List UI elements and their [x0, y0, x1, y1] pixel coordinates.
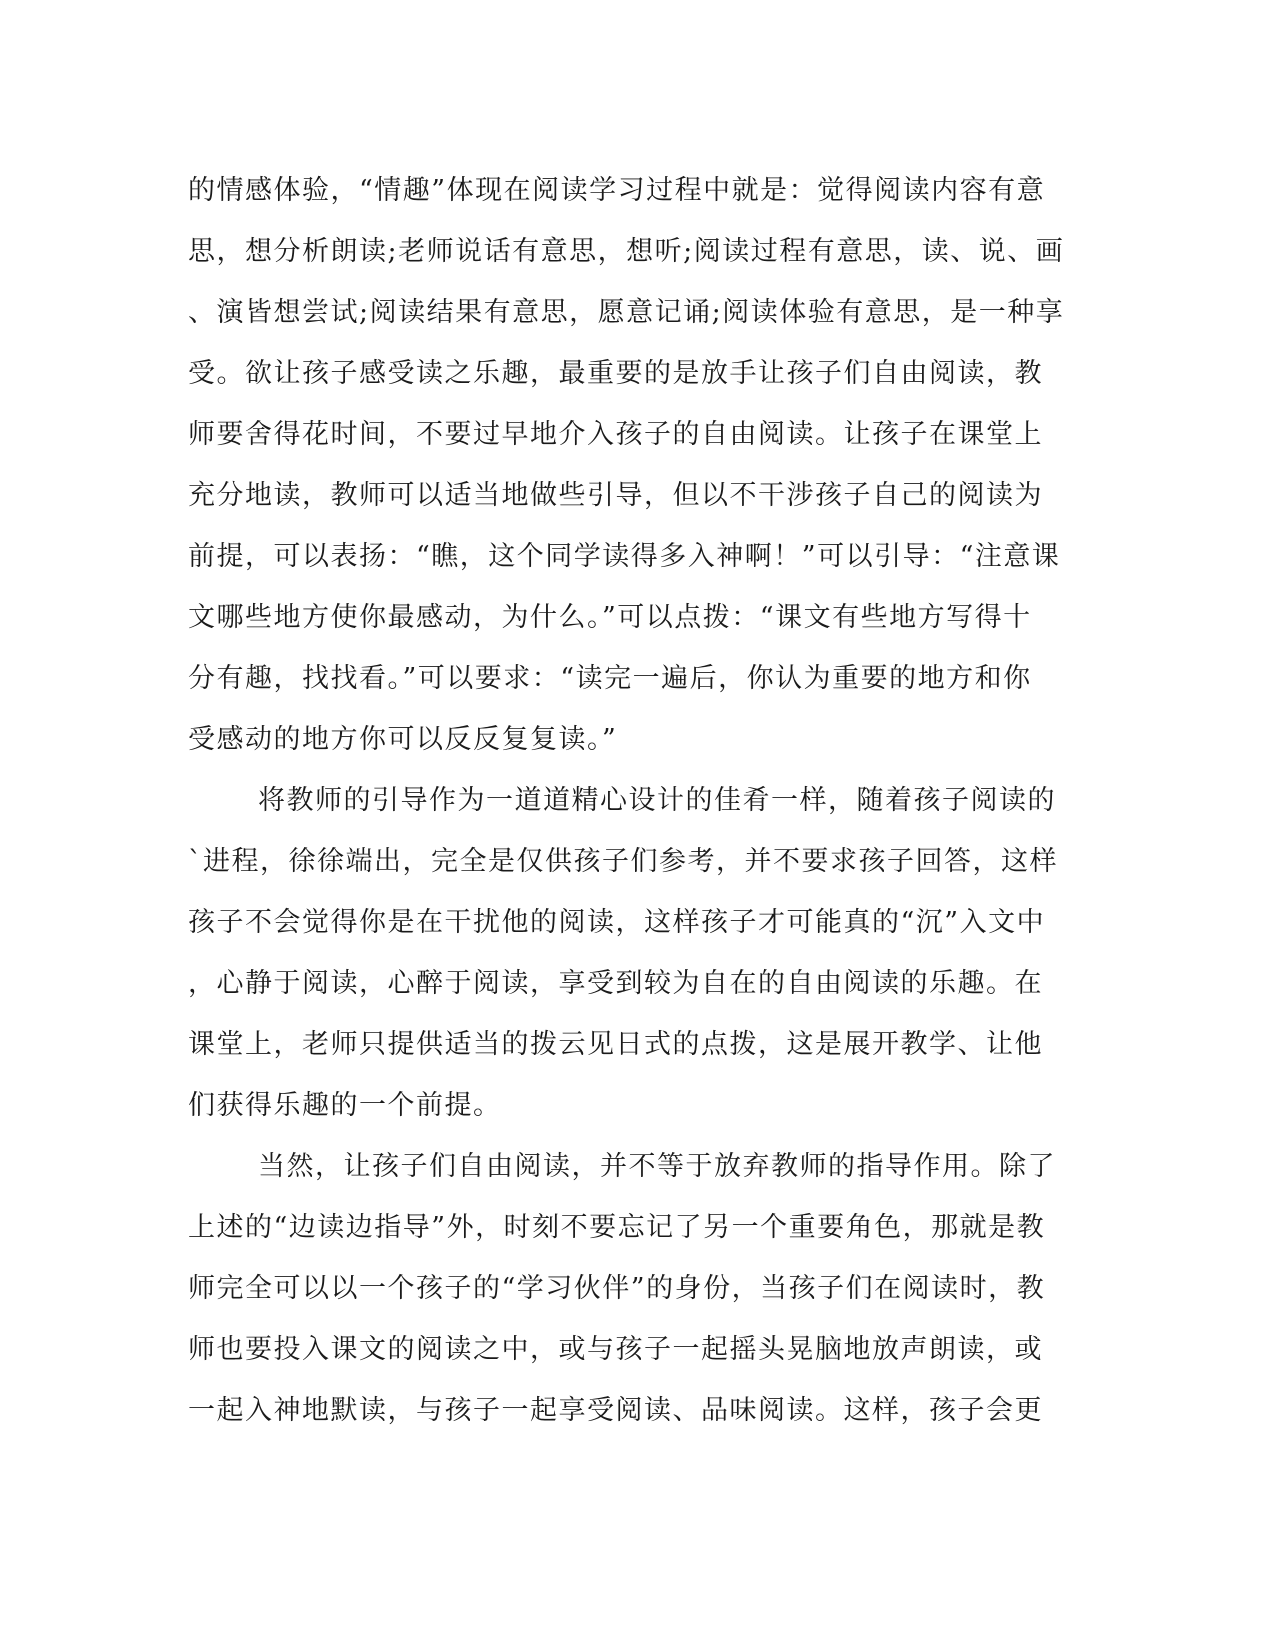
text-line: ，心静于阅读，心醉于阅读，享受到较为自在的自由阅读的乐趣。在: [188, 968, 1043, 999]
paragraph-2: [188, 770, 1068, 1136]
text-line: 上述的“边读边指导”外，时刻不要忘记了另一个重要角色，那就是教: [188, 1212, 1046, 1243]
text-line: 前提，可以表扬：“瞧，这个同学读得多入神啊！”可以引导：“注意课: [188, 541, 1061, 572]
text-line: 文哪些地方使你最感动，为什么。”可以点拨：“课文有些地方写得十: [188, 602, 1032, 633]
text-line: 的情感体验，“情趣”体现在阅读学习过程中就是：觉得阅读内容有意: [188, 175, 1046, 206]
document-body: [188, 160, 1068, 1441]
paragraph-3: [188, 1136, 1068, 1441]
text-line: 师也要投入课文的阅读之中，或与孩子一起摇头晃脑地放声朗读，或: [188, 1334, 1043, 1365]
text-line: 师要舍得花时间，不要过早地介入孩子的自由阅读。让孩子在课堂上: [188, 419, 1043, 450]
text-line: 、演皆想尝试;阅读结果有意思，愿意记诵;阅读体验有意思，是一种享: [188, 297, 1065, 328]
text-line: 受。欲让孩子感受读之乐趣，最重要的是放手让孩子们自由阅读，教: [188, 358, 1043, 389]
text-line: 分有趣，找找看。”可以要求：“读完一遍后，你认为重要的地方和你: [188, 663, 1032, 694]
text-line: 受感动的地方你可以反反复复读。”: [188, 724, 618, 755]
text-line: 一起入神地默读，与孩子一起享受阅读、品味阅读。这样，孩子会更: [188, 1395, 1043, 1426]
paragraph-1: [188, 160, 1068, 770]
text-line: 将教师的引导作为一道道精心设计的佳肴一样，随着孩子阅读的: [258, 785, 1056, 816]
text-line: 思，想分析朗读;老师说话有意思，想听;阅读过程有意思，读、说、画: [188, 236, 1065, 267]
text-line: 课堂上，老师只提供适当的拨云见日式的点拨，这是展开教学、让他: [188, 1029, 1043, 1060]
text-line: 孩子不会觉得你是在干扰他的阅读，这样孩子才可能真的“沉”入文中: [188, 907, 1046, 938]
text-line: 们获得乐趣的一个前提。: [188, 1090, 502, 1121]
text-line: `进程，徐徐端出，完全是仅供孩子们参考，并不要求孩子回答，这样: [188, 846, 1058, 877]
text-line: 师完全可以以一个孩子的“学习伙伴”的身份，当孩子们在阅读时，教: [188, 1273, 1046, 1304]
text-line: 当然，让孩子们自由阅读，并不等于放弃教师的指导作用。除了: [258, 1151, 1056, 1182]
text-line: 充分地读，教师可以适当地做些引导，但以不干涉孩子自己的阅读为: [188, 480, 1043, 511]
